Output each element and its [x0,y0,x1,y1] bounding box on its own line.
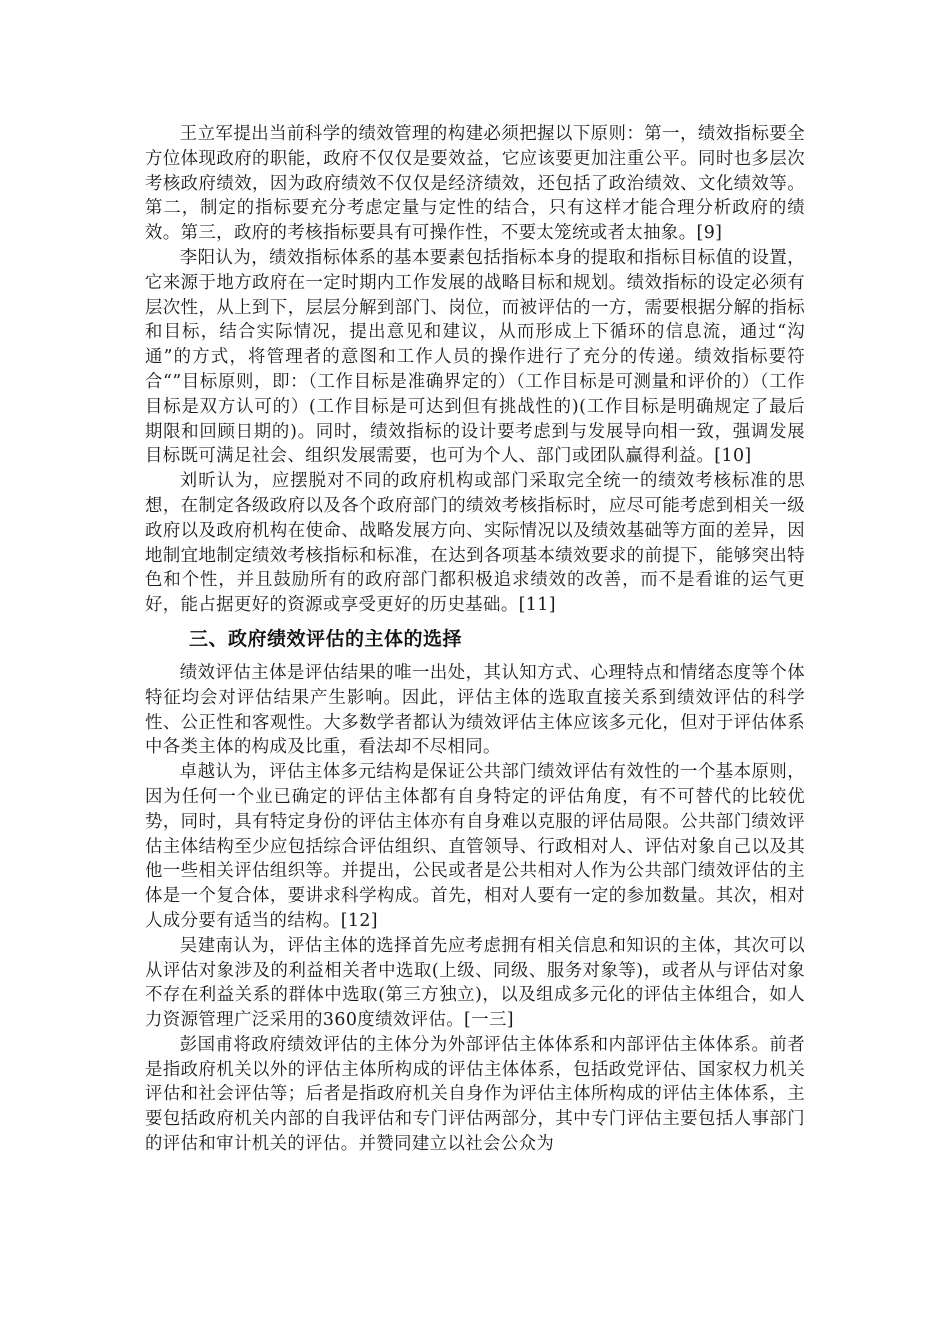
document-body [145,122,805,1157]
paragraph-wang-lijun: 王立军提出当前科学的绩效管理的构建必须把握以下原则：第一，绩效指标要全方位体现政府的职能，政府不仅仅是要效益，它应该要更加注重公平。同时也多层次考核政府绩效，因为政府绩效不仅仅是经济绩效，还包括了政治绩效、文化绩效等。第二，制定的指标要充分考虑定量与定性的结合，只有这样才能合理分析政府的绩效。第三，政府的考核指标要具有可操作性，不要太笼统或者太抽象。[9] [145,124,805,244]
paragraph-liu-xin: 刘昕认为，应摆脱对不同的政府机构或部门采取完全统一的绩效考核标准的思想，在制定各级政府以及各个政府部门的绩效考核指标时，应尽可能考虑到相关一级政府以及政府机构在使命、战略发展方向、实际情况以及绩效基础等方面的差异，因地制宜地制定绩效考核指标和标准，在达到各项基本绩效要求的前提下，能够突出特色和个性，并且鼓励所有的政府部门都积极追求绩效的改善，而不是看谁的运气更好，能占据更好的资源或享受更好的历史基础。[11] [145,471,805,616]
paragraph-peng-guofu: 彭国甫将政府绩效评估的主体分为外部评估主体体系和内部评估主体体系。前者是指政府机关以外的评估主体所构成的评估主体体系，包括政党评估、国家权力机关评估和社会评估等；后者是指政府机关自身作为评估主体所构成的评估主体体系，主要包括政府机关内部的自我评估和专门评估两部分，其中专门评估主要包括人事部门的评估和审计机关的评估。并赞同建立以社会公众为 [145,1034,805,1155]
paragraph-zhuo-yue: 卓越认为，评估主体多元结构是保证公共部门绩效评估有效性的一个基本原则，因为任何一个业已确定的评估主体都有自身特定的评估角度，有不可替代的比较优势，同时，具有特定身份的评估主体亦有自身难以克服的评估局限。公共部门绩效评估主体结构至少应包括综合评估组织、直管领导、行政相对人、评估对象自己以及其他一些相关评估组织等。并提出，公民或者是公共相对人作为公共部门绩效评估的主体是一个复合体，要讲求科学构成。首先，相对人要有一定的参加数量。其次，相对人成分要有适当的结构。[12] [145,762,805,931]
paragraph-wu-jiannan: 吴建南认为，评估主体的选择首先应考虑拥有相关信息和知识的主体，其次可以从评估对象涉及的利益相关者中选取(上级、同级、服务对象等)，或者从与评估对象不存在利益关系的群体中选取(第三方独立)，以及组成多元化的评估主体组合，如人力资源管理广泛采用的360度绩效评估。[一三] [145,935,805,1031]
section-heading: 三、政府绩效评估的主体的选择 [189,627,463,650]
paragraph-li-yang: 李阳认为，绩效指标体系的基本要素包括指标本身的提取和指标目标值的设置，它来源于地方政府在一定时期内工作发展的战略目标和规划。绩效指标的设定必须有层次性，从上到下，层层分解到部门、岗位，而被评估的一方，需要根据分解的指标和目标，结合实际情况，提出意见和建议，从而形成上下循环的信息流，通过“沟通”的方式，将管理者的意图和工作人员的操作进行了充分的传递。绩效指标要符合“”目标原则，即：（工作目标是准确界定的）（工作目标是可测量和评价的）（工作目标是双方认可的）(工作目标是可达到但有挑战性的)(工作目标是明确规定了最后期限和回顾日期的)。同时，绩效指标的设计要考虑到与发展导向相一致，强调发展目标既可满足社会、组织发展需要，也可为个人、部门或团队赢得利益。[10] [145,247,805,467]
paragraph-assessment-subject: 绩效评估主体是评估结果的唯一出处，其认知方式、心理特点和情绪态度等个体特征均会对评估结果产生影响。因此，评估主体的选取直接关系到绩效评估的科学性、公正性和客观性。大多数学者都认为绩效评估主体应该多元化，但对于评估体系中各类主体的构成及比重，看法却不尽相同。 [145,662,805,758]
